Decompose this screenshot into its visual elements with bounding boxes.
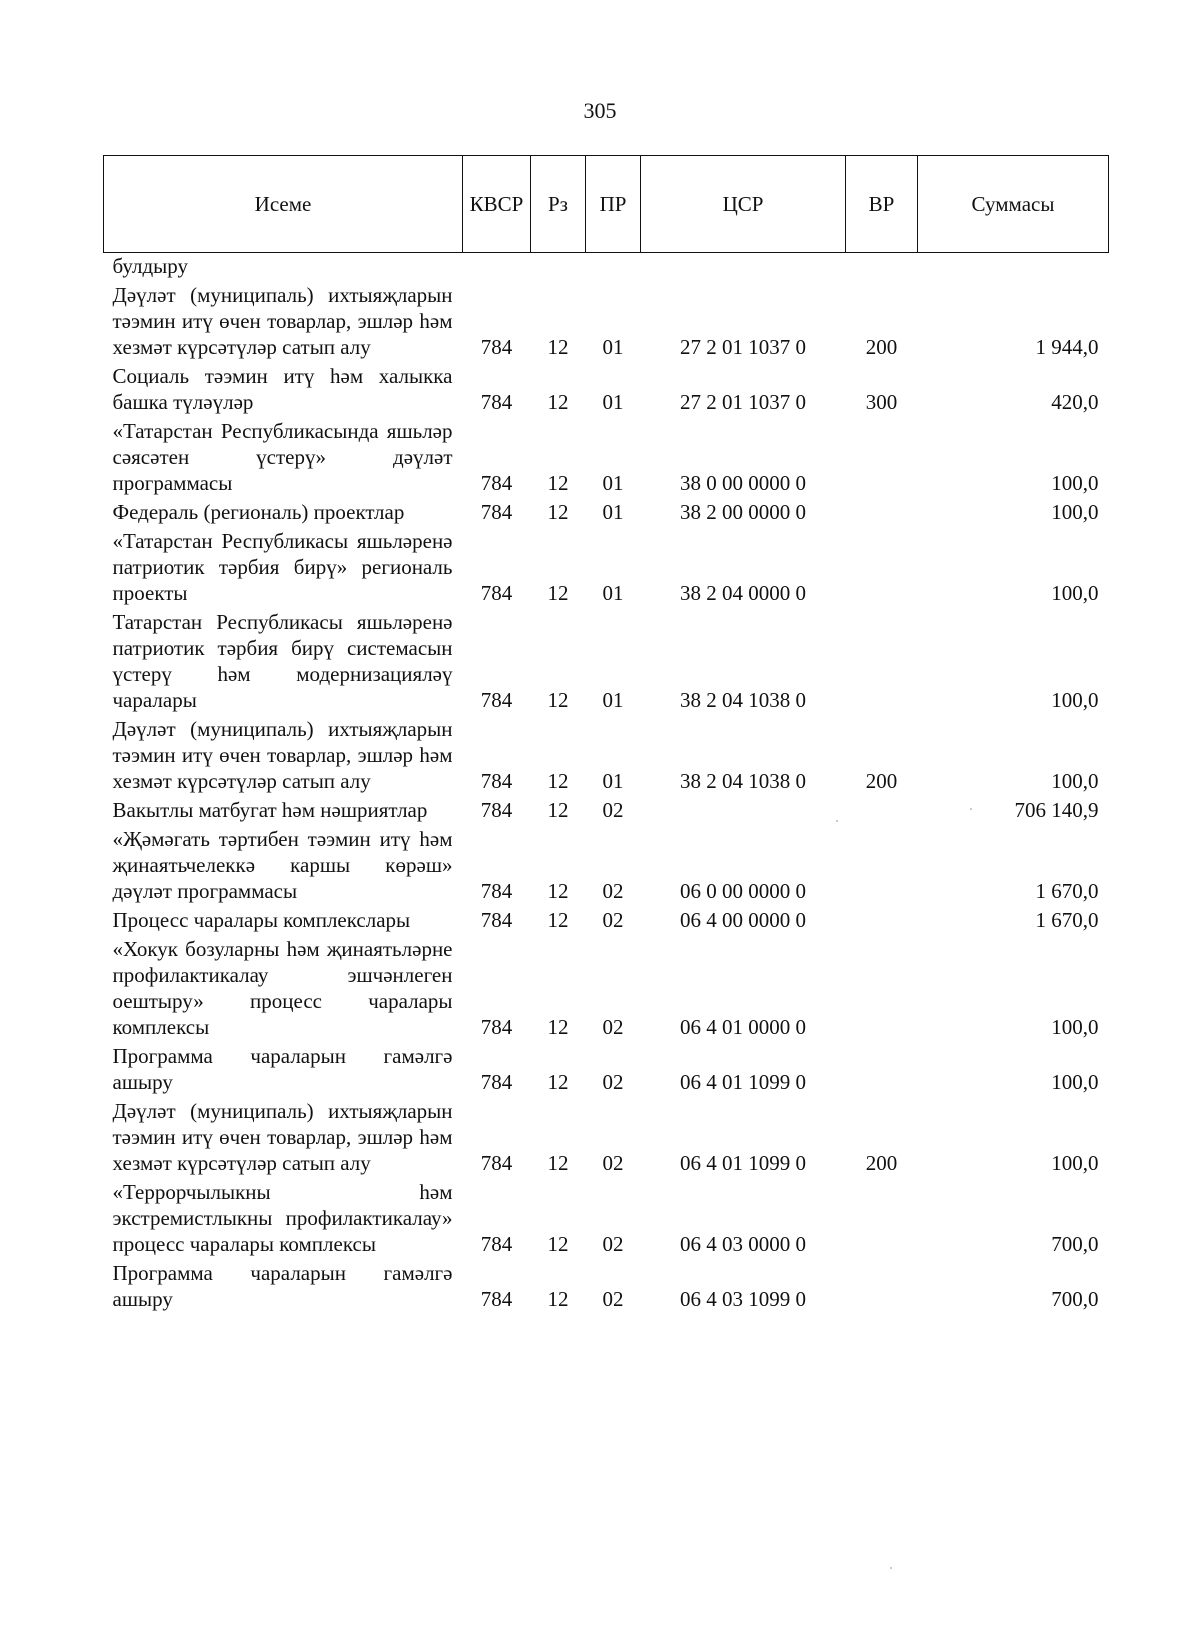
- table-row: [104, 716, 1109, 797]
- row-kvsr: 784: [480, 471, 513, 495]
- budget-table: [103, 155, 1109, 1315]
- row-csr: 27 2 01 1037 0: [680, 390, 806, 414]
- row-sum: 706 140,9: [1014, 798, 1099, 822]
- row-sum: 100,0: [1051, 1070, 1099, 1094]
- row-sum: 100,0: [1051, 471, 1099, 495]
- row-pr: 01: [602, 390, 624, 414]
- row-rz: 12: [547, 879, 569, 903]
- row-rz: 12: [547, 390, 569, 414]
- scan-speck: [890, 1567, 892, 1569]
- row-rz: 12: [547, 1151, 569, 1175]
- row-csr: 27 2 01 1037 0: [680, 335, 806, 359]
- row-csr: 06 4 03 1099 0: [680, 1287, 806, 1311]
- table-row: [104, 282, 1109, 363]
- row-csr: 06 4 03 0000 0: [680, 1232, 806, 1256]
- row-csr: 06 4 00 0000 0: [680, 908, 806, 932]
- row-vr: 200: [865, 335, 898, 359]
- row-kvsr: 784: [480, 769, 513, 793]
- scan-speck: [970, 808, 972, 810]
- row-name: Программа чараларын гамәлгә ашыру: [112, 1044, 453, 1094]
- row-name: «Террорчылыкны һәм экстремистлыкны профилактикалау» процесс чаралары комплексы: [112, 1180, 453, 1256]
- table-row: [104, 253, 1109, 283]
- row-kvsr: 784: [480, 879, 513, 903]
- row-kvsr: 784: [480, 1287, 513, 1311]
- table-row: [104, 609, 1109, 716]
- table-body: [104, 253, 1109, 1316]
- row-csr: [641, 797, 846, 826]
- row-name: «Хокук бозуларны һәм җинаятьләрне профилактикалау эшчәнлеген оештыру» процесс чаралары комплексы: [112, 937, 453, 1039]
- header-rz: Рз: [531, 156, 586, 253]
- row-pr: 01: [602, 500, 624, 524]
- page-number: 305: [583, 98, 617, 123]
- row-pr: 01: [602, 581, 624, 605]
- row-rz: 12: [547, 798, 569, 822]
- row-rz: 12: [547, 335, 569, 359]
- row-csr: 06 0 00 0000 0: [680, 879, 806, 903]
- row-rz: 12: [547, 688, 569, 712]
- row-name: булдыру: [112, 254, 188, 278]
- row-rz: 12: [547, 1232, 569, 1256]
- header-csr: ЦСР: [641, 156, 846, 253]
- row-sum: 100,0: [1051, 688, 1099, 712]
- row-pr: 02: [602, 1015, 624, 1039]
- table-row: [104, 418, 1109, 499]
- row-sum: 100,0: [1051, 769, 1099, 793]
- table-row: [104, 528, 1109, 609]
- row-vr: [846, 936, 918, 1043]
- row-sum: 420,0: [1051, 390, 1099, 414]
- row-kvsr: 784: [480, 1151, 513, 1175]
- row-vr: [846, 528, 918, 609]
- row-csr: [641, 253, 846, 283]
- table-row: [104, 826, 1109, 907]
- header-sum: Суммасы: [918, 156, 1109, 253]
- table-row: [104, 1043, 1109, 1098]
- row-vr: 200: [865, 1151, 898, 1175]
- row-pr: 02: [602, 1151, 624, 1175]
- table-row: [104, 1260, 1109, 1315]
- row-vr: [846, 907, 918, 936]
- header-vr: ВР: [846, 156, 918, 253]
- row-pr: 02: [602, 879, 624, 903]
- row-csr: 06 4 01 1099 0: [680, 1070, 806, 1094]
- header-kvsr: КВСР: [463, 156, 531, 253]
- row-pr: 02: [602, 798, 624, 822]
- row-rz: 12: [547, 581, 569, 605]
- scan-speck: [836, 820, 838, 822]
- row-sum: 700,0: [1051, 1232, 1099, 1256]
- row-rz: 12: [547, 1070, 569, 1094]
- row-pr: 02: [602, 1232, 624, 1256]
- row-kvsr: 784: [480, 1015, 513, 1039]
- row-pr: 01: [602, 688, 624, 712]
- row-name: Дәүләт (муниципаль) ихтыяҗларын тәэмин итү өчен товарлар, эшләр һәм хезмәт күрсәтүләр сатып алу: [112, 283, 453, 359]
- row-rz: 12: [547, 1287, 569, 1311]
- row-kvsr: 784: [480, 390, 513, 414]
- row-csr: 38 2 04 1038 0: [680, 769, 806, 793]
- row-pr: 01: [602, 769, 624, 793]
- row-pr: 02: [602, 908, 624, 932]
- header-name: Исеме: [104, 156, 463, 253]
- row-name: Социаль тәэмин итү һәм халыкка башка түләүләр: [112, 364, 453, 414]
- row-vr: [846, 609, 918, 716]
- row-sum: 100,0: [1051, 1151, 1099, 1175]
- row-sum: 1 670,0: [1035, 908, 1099, 932]
- table-row: [104, 363, 1109, 418]
- row-vr: [846, 797, 918, 826]
- row-pr: 02: [602, 1287, 624, 1311]
- table-row: [104, 797, 1109, 826]
- row-kvsr: 784: [480, 335, 513, 359]
- row-kvsr: 784: [480, 798, 513, 822]
- row-kvsr: 784: [480, 1232, 513, 1256]
- row-vr: [846, 1260, 918, 1315]
- row-rz: 12: [547, 769, 569, 793]
- row-vr: [846, 826, 918, 907]
- row-name: Программа чараларын гамәлгә ашыру: [112, 1261, 453, 1311]
- row-rz: [531, 253, 586, 283]
- row-name: Татарстан Республикасы яшьләренә патриотик тәрбия бирү системасын үстерү һәм модернизацияләү чаралары: [112, 610, 453, 712]
- row-name: «Татарстан Республикасы яшьләренә патриотик тәрбия бирү» региональ проекты: [112, 529, 453, 605]
- table-header: [104, 156, 1109, 253]
- row-name: Дәүләт (муниципаль) ихтыяҗларын тәэмин итү өчен товарлар, эшләр һәм хезмәт күрсәтүләр сатып алу: [112, 1099, 453, 1175]
- row-vr: [846, 1179, 918, 1260]
- row-name: «Җәмәгать тәртибен тәэмин итү һәм җинаятьчелеккә каршы көрәш» дәүләт программасы: [112, 827, 453, 903]
- table-row: [104, 1179, 1109, 1260]
- row-name: Процесс чаралары комплекслары: [112, 908, 411, 932]
- row-vr: [846, 499, 918, 528]
- row-rz: 12: [547, 500, 569, 524]
- row-csr: 38 2 04 1038 0: [680, 688, 806, 712]
- row-vr: [846, 418, 918, 499]
- row-vr: [846, 1043, 918, 1098]
- row-sum: 1 944,0: [1035, 335, 1099, 359]
- row-sum: [918, 253, 1109, 283]
- row-kvsr: 784: [480, 908, 513, 932]
- row-kvsr: 784: [480, 500, 513, 524]
- row-name: Дәүләт (муниципаль) ихтыяҗларын тәэмин итү өчен товарлар, эшләр һәм хезмәт күрсәтүләр сатып алу: [112, 717, 453, 793]
- row-rz: 12: [547, 908, 569, 932]
- row-csr: 38 2 04 0000 0: [680, 581, 806, 605]
- row-sum: 700,0: [1051, 1287, 1099, 1311]
- row-kvsr: 784: [480, 581, 513, 605]
- header-pr: ПР: [586, 156, 641, 253]
- row-vr: 300: [865, 390, 898, 414]
- row-vr: [846, 253, 918, 283]
- row-sum: 1 670,0: [1035, 879, 1099, 903]
- row-sum: 100,0: [1051, 581, 1099, 605]
- row-rz: 12: [547, 471, 569, 495]
- row-pr: 02: [602, 1070, 624, 1094]
- row-vr: 200: [865, 769, 898, 793]
- row-pr: [586, 253, 641, 283]
- row-csr: 06 4 01 1099 0: [680, 1151, 806, 1175]
- table-row: [104, 499, 1109, 528]
- row-pr: 01: [602, 471, 624, 495]
- table-row: [104, 936, 1109, 1043]
- row-name: «Татарстан Республикасында яшьләр сәясәтен үстерү» дәүләт программасы: [112, 419, 453, 495]
- row-csr: 06 4 01 0000 0: [680, 1015, 806, 1039]
- row-kvsr: 784: [480, 688, 513, 712]
- row-sum: 100,0: [1051, 1015, 1099, 1039]
- row-name: Федераль (региональ) проектлар: [112, 500, 405, 524]
- row-kvsr: [463, 253, 531, 283]
- row-csr: 38 0 00 0000 0: [680, 471, 806, 495]
- row-csr: 38 2 00 0000 0: [680, 500, 806, 524]
- row-pr: 01: [602, 335, 624, 359]
- table-row: [104, 907, 1109, 936]
- row-sum: 100,0: [1051, 500, 1099, 524]
- row-kvsr: 784: [480, 1070, 513, 1094]
- table-row: [104, 1098, 1109, 1179]
- row-rz: 12: [547, 1015, 569, 1039]
- row-name: Вакытлы матбугат һәм нәшриятлар: [112, 798, 428, 822]
